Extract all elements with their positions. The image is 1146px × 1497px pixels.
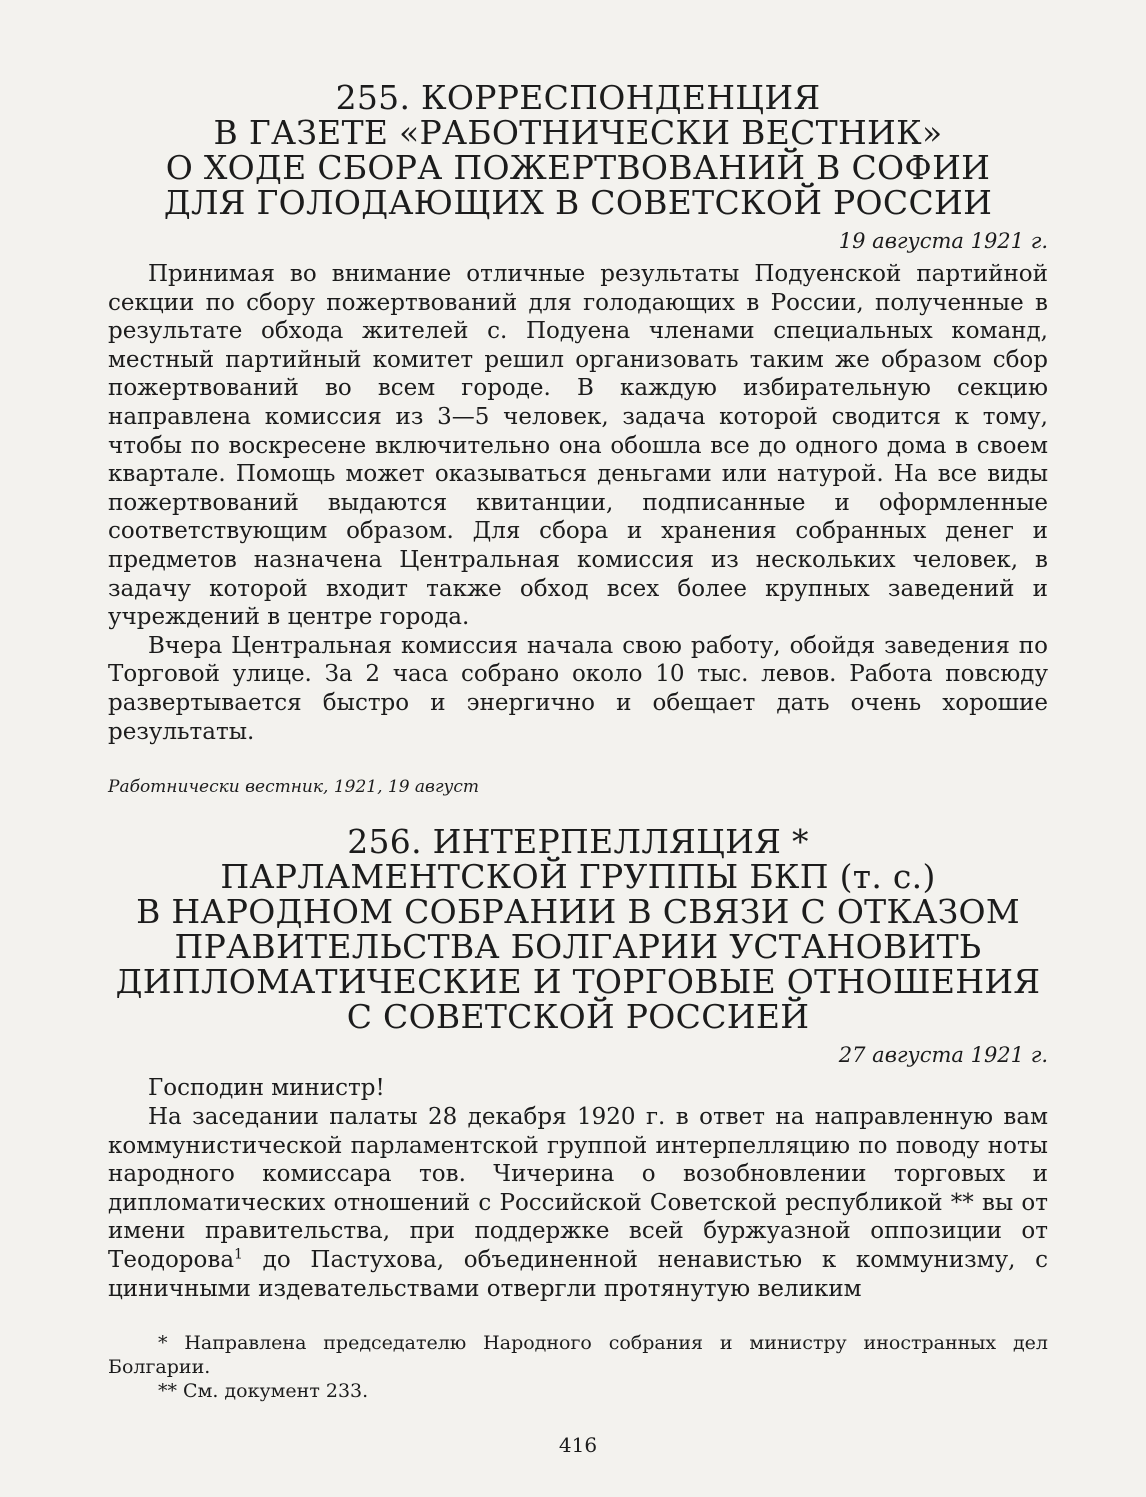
- doc-255-paragraph: Вчера Центральная комиссия начала свою работу, обойдя заведения по Торговой улице. За 2 часа собрано около 10 тыс. левов. Работа повсюду развертывается быстро и энергично и обещает дать очень хорошие результаты.: [108, 632, 1048, 745]
- page-number: 416: [558, 1433, 598, 1457]
- title-line: В ГАЗЕТЕ «РАБОТНИЧЕСКИ ВЕСТНИК»: [213, 113, 943, 152]
- paragraph-text: На заседании палаты 28 декабря 1920 г. в ответ на направленную вам коммунистической парламентской группой интерпелляцию по поводу ноты народного комиссара тов. Чичерина о возобновлении торговых и дипломатических отношений с Российской Советской республикой ** вы от имени правительства, при поддержке всей буржуазной оппозиции от Теодорова: [108, 1104, 1048, 1274]
- title-line: 256. ИНТЕРПЕЛЛЯЦИЯ *: [347, 822, 809, 862]
- title-line: С СОВЕТСКОЙ РОССИЕЙ: [346, 997, 810, 1037]
- doc-256-date: 27 августа 1921 г.: [838, 1043, 1048, 1068]
- footnote: * Направлена председателю Народного собрания и министру иностранных дел Болгарии.: [108, 1332, 1048, 1379]
- title-line: ДЛЯ ГОЛОДАЮЩИХ В СОВЕТСКОЙ РОССИИ: [163, 183, 993, 222]
- title-line: ДИПЛОМАТИЧЕСКИЕ И ТОРГОВЫЕ ОТНОШЕНИЯ: [115, 962, 1041, 1002]
- document-page: [108, 78, 1048, 1457]
- footnote-reference: 1: [234, 1246, 243, 1263]
- title-line: 255. КОРРЕСПОНДЕНЦИЯ: [335, 78, 821, 117]
- doc-255-date: 19 августа 1921 г.: [838, 229, 1048, 253]
- footnotes: [108, 1331, 1048, 1403]
- title-line: В НАРОДНОМ СОБРАНИИ В СВЯЗИ С ОТКАЗОМ: [136, 892, 1020, 932]
- title-line: О ХОДЕ СБОРА ПОЖЕРТВОВАНИЙ В СОФИИ: [165, 148, 991, 187]
- footnote: ** См. документ 233.: [158, 1380, 369, 1403]
- doc-256-greeting: Господин министр!: [148, 1075, 385, 1102]
- doc-256-paragraph: [108, 1103, 1048, 1303]
- doc-255-source: Работнически вестник, 1921, 19 август: [108, 777, 480, 798]
- title-line: ПРАВИТЕЛЬСТВА БОЛГАРИИ УСТАНОВИТЬ: [174, 927, 982, 967]
- doc-256-title: [108, 822, 1048, 1037]
- doc-255-paragraph: Принимая во внимание отличные результаты Подуенской партийной секции по сбору пожертвований для голодающих в России, полученные в результате обхода жителей с. Подуена членами специальных команд, местный партийный комитет решил организовать таким же образом сбор пожертвований во всем городе. В каждую избирательную секцию направлена комиссия из 3—5 человек, задача которой сводится к тому, чтобы по воскресене включительно она обошла все до одного дома в своем квартале. Помощь может оказываться деньгами или натурой. На все виды пожертвований выдаются квитанции, подписанные и оформленные соответствующим образом. Для сбора и хранения собранных денег и предметов назначена Центральная комиссия из нескольких человек, в задачу которой входит также обход всех более крупных заведений и учреждений в центре города.: [108, 261, 1048, 631]
- paragraph-text: до Пастухова, объединенной ненавистью к коммунизму, с циничными издевательствами отвергли протянутую великим: [108, 1247, 1048, 1302]
- doc-255-title: [108, 80, 1048, 220]
- title-line: ПАРЛАМЕНТСКОЙ ГРУППЫ БКП (т. с.): [220, 857, 936, 897]
